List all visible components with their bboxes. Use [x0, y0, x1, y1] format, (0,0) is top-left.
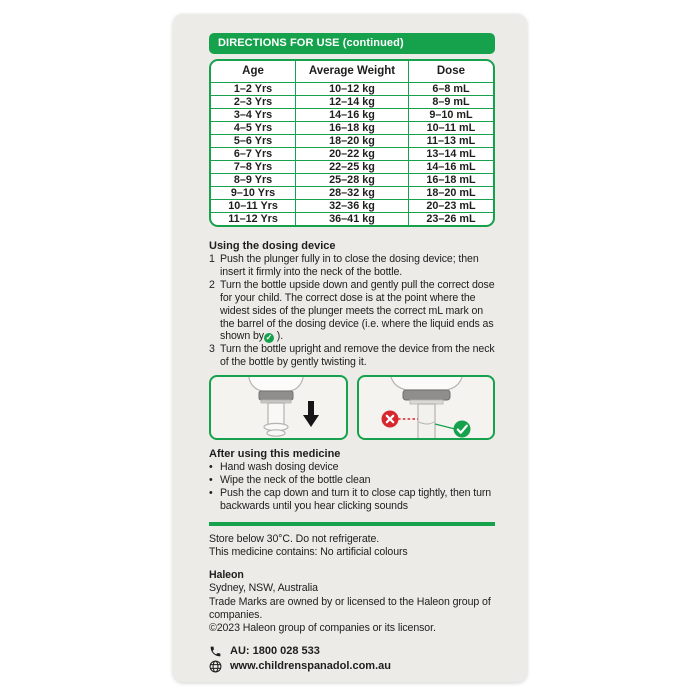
phone-row	[209, 644, 495, 659]
label-content	[209, 33, 495, 674]
table-cell: 3–4 Yrs	[211, 108, 296, 121]
section-header: DIRECTIONS FOR USE (continued)	[209, 33, 495, 54]
table-cell: 13–14 mL	[408, 147, 493, 160]
table-header-row	[211, 61, 493, 82]
after-bullet-3: • Push the cap down and turn it to close cap tightly, then turn backwards until you hear clicking sounds	[209, 487, 492, 512]
step-1	[209, 253, 495, 279]
step-number: 1	[209, 253, 215, 265]
table-cell: 11–12 Yrs	[211, 212, 296, 225]
contact-block	[209, 644, 495, 674]
table-row	[211, 212, 493, 225]
table-cell: 10–12 kg	[296, 82, 409, 95]
table-cell: 4–5 Yrs	[211, 121, 296, 134]
table-cell: 18–20 mL	[408, 186, 493, 199]
trademark-notice: Trade Marks are owned by or licensed to the Haleon group of companies.	[209, 595, 491, 621]
table-cell: 28–32 kg	[296, 186, 409, 199]
storage-line: Store below 30°C. Do not refrigerate.	[209, 532, 380, 545]
table-cell: 18–20 kg	[296, 134, 409, 147]
package-panel	[173, 14, 527, 682]
table-cell: 8–9 Yrs	[211, 173, 296, 186]
col-age: Age	[211, 61, 296, 82]
step-3	[209, 343, 495, 369]
copyright-notice: ©2023 Haleon group of companies or its licensor.	[209, 622, 436, 635]
table-cell: 23–26 mL	[408, 212, 493, 225]
step-text: Turn the bottle upside down and gently pull the correct dose for your child. The correct dose is at the point where the widest sides of the plunger meets the correct mL mark on the barrel of the dosing device (i.e. where the liquid ends as shown by ✓ ).	[220, 278, 495, 343]
table-cell: 7–8 Yrs	[211, 160, 296, 173]
table-cell: 14–16 kg	[296, 108, 409, 121]
step-number: 3	[209, 343, 215, 356]
instruction-figures	[209, 375, 495, 440]
table-row	[211, 160, 493, 173]
table-cell: 6–7 Yrs	[211, 147, 296, 160]
after-heading: After using this medicine	[209, 448, 341, 461]
table-cell: 1–2 Yrs	[211, 82, 296, 95]
table-row	[211, 134, 493, 147]
table-row	[211, 147, 493, 160]
table-cell: 12–14 kg	[296, 95, 409, 108]
table-cell: 16–18 kg	[296, 121, 409, 134]
table-cell: 9–10 Yrs	[211, 186, 296, 199]
table-cell: 22–25 kg	[296, 160, 409, 173]
table-row	[211, 173, 493, 186]
bullet-dot: •	[209, 474, 213, 487]
dose-level-diagram	[359, 377, 494, 438]
figure-correct-dose	[357, 375, 496, 440]
green-divider	[209, 522, 495, 526]
step-text: Push the plunger fully in to close the dosing device; then insert it firmly into the neck of the bottle.	[220, 253, 479, 278]
phone-number: AU: 1800 028 533	[230, 645, 320, 658]
table-cell: 8–9 mL	[408, 95, 493, 108]
after-bullet-2: • Wipe the neck of the bottle clean	[209, 474, 371, 487]
after-bullet-1: • Hand wash dosing device	[209, 461, 339, 474]
bullet-dot: •	[209, 487, 213, 500]
table-cell: 2–3 Yrs	[211, 95, 296, 108]
phone-icon	[209, 645, 222, 658]
down-arrow-icon	[303, 401, 319, 427]
table-row	[211, 199, 493, 212]
table-cell: 5–6 Yrs	[211, 134, 296, 147]
table-cell: 32–36 kg	[296, 199, 409, 212]
dose-table-body	[211, 82, 493, 225]
dose-table	[209, 59, 495, 227]
using-heading: Using the dosing device	[209, 240, 336, 252]
table-cell: 9–10 mL	[408, 108, 493, 121]
dosing-device-diagram	[211, 377, 346, 438]
step-2	[209, 279, 495, 344]
storage-info	[209, 533, 495, 559]
table-cell: 20–22 kg	[296, 147, 409, 160]
company-address: Sydney, NSW, Australia	[209, 582, 318, 595]
table-row	[211, 82, 493, 95]
table-cell: 16–18 mL	[408, 173, 493, 186]
table-cell: 20–23 mL	[408, 199, 493, 212]
contains-line: This medicine contains: No artificial colours	[209, 546, 408, 559]
table-row	[211, 95, 493, 108]
bullet-dot: •	[209, 461, 213, 474]
col-weight: Average Weight	[296, 61, 409, 82]
website-row	[209, 659, 495, 674]
table-cell: 14–16 mL	[408, 160, 493, 173]
table-cell: 10–11 mL	[408, 121, 493, 134]
check-circle-icon	[453, 421, 470, 438]
table-cell: 36–41 kg	[296, 212, 409, 225]
table-cell: 25–28 kg	[296, 173, 409, 186]
check-circle-icon: ✓	[265, 333, 273, 343]
globe-icon	[209, 660, 222, 673]
figure-insert-device	[209, 375, 348, 440]
website-url: www.childrenspanadol.com.au	[230, 660, 391, 673]
table-row	[211, 186, 493, 199]
cross-circle-icon	[381, 411, 398, 428]
step-text: Turn the bottle upright and remove the device from the neck of the bottle by gently twisting it.	[220, 343, 495, 369]
table-cell: 11–13 mL	[408, 134, 493, 147]
table-cell: 6–8 mL	[408, 82, 493, 95]
table-row	[211, 121, 493, 134]
col-dose: Dose	[408, 61, 493, 82]
step-number: 2	[209, 278, 215, 291]
table-row	[211, 108, 493, 121]
company-block	[209, 569, 495, 635]
table-cell: 10–11 Yrs	[211, 199, 296, 212]
company-name: Haleon	[209, 569, 244, 582]
